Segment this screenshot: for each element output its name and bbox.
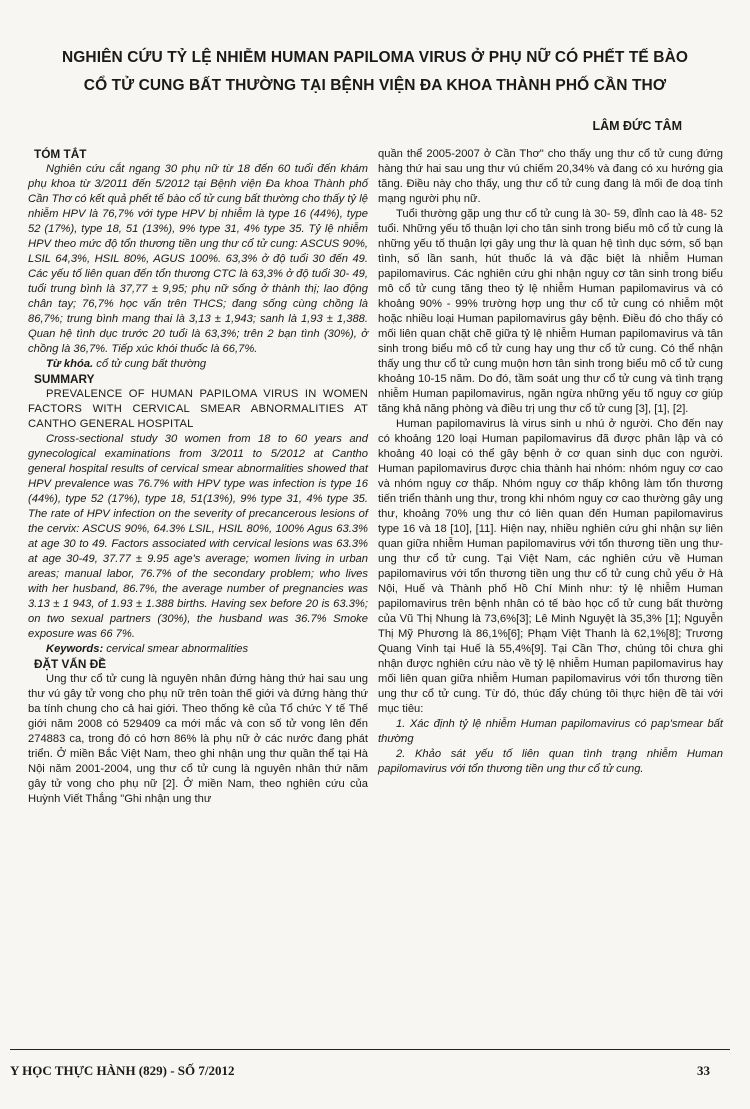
- tomtat-body: Nghiên cứu cắt ngang 30 phụ nữ từ 18 đến 60 tuổi đến khám phụ khoa từ 3/2011 đến 5/2012 tại Bệnh viện Đa khoa Thành phố Cần Thơ có kết quả phết tế bào cổ tử cung bất thường cho thấy tỷ lệ nhiễm HPV là 76,7% với type HPV bị nhiễm là type 16 (44%), type 52 (17%), type 18, 51 (13%), 9% type 31, 4% type 35. Tỷ lệ nhiễm HPV theo mức độ tổn thương tiền ung thư cổ tử cung: ASCUS 90%, LSIL 64,3%, HSIL 80%, AGUS 100%. 63,3% ở độ tuổi 30 đến 49. Các yếu tố liên quan đến tổn thương CTC là 63,3% ở độ tuổi 30- 49, tuổi trung bình là 37,77 ± 9,95; phụ nữ sống ở thành thị; lao động chân tay; 76,7% học vấn trên THCS; đang sống cùng chồng là 86,7%; trung bình mang thai là 3,13 ± 1,943; sanh là 1,93 ± 1,388. Quan hệ tình dục trước 20 tuổi là 63,3%; trên 2 bạn tình (30%), ở chồng là 36,7%. Tiếp xúc khói thuốc là 66,7%.: [28, 163, 368, 355]
- title-line-1: NGHIÊN CỨU TỶ LỆ NHIỄM HUMAN PAPILOMA VIRUS Ở PHỤ NỮ CÓ PHẾT TẾ BÀO: [61, 49, 689, 66]
- intro-paragraph-3: Human papilomavirus là virus sinh u nhú ở người. Cho đến nay có khoảng 120 loại Human papilomavirus đã được phân lập và có khoảng 40 loại có thể gây bệnh ở cơ quan sinh dục con người. Human papilomavirus được chia thành hai nhóm: nhóm nguy cơ cao và nhóm nguy cơ thấp. Nhóm nguy cơ thấp không làm tổn thương tiến triển thành ung thư, trong khi nhóm nguy cơ cao thường gây ung thư, khoảng 70% ung thư có liên quan đến Human papilomavirus type 16 và 18 [10], [11]. Hiện nay, nhiều nghiên cứu ghi nhận sự liên quan giữa nhiễm Human papilomavirus với tổn thương tiền ung thư- ung thư cổ tử cung. Tại Việt Nam, các nghiên cứu về Human papilomavirus với tổn thương tiền ung thư cổ tử cung chủ yếu ở Hà Nội, Huế và Thành phố Hồ Chí Minh như: tỷ lệ nhiễm Human papilomavirus trên bệnh nhân có tế bào học cổ tử cung bất thường của Vũ Thị Nhung là 73,6%[3]; Lê Minh Nguyệt là 35,3% [1]; Nguyễn Thị Mỹ Phương là 86,1%[6]; Phạm Việt Thanh là 62,1%[8]; Trương Quang Vinh tại Huế là 55,4%[9]. Tại Cần Thơ, chúng tôi chưa ghi nhận được nghiên cứu nào về tỷ lệ nhiễm Human papilomavirus hay mối liên quan giữa nhiễm Human papilomavirus với tổn thương tiền ung thư cổ tử cung. Từ đó, thúc đẩy chúng tôi thực hiện đề tài với mục tiêu:: [378, 418, 723, 715]
- objective-1: 1. Xác định tỷ lệ nhiễm Human papilomavirus có pap'smear bất thường: [378, 718, 723, 745]
- footer-rule: [10, 1049, 730, 1050]
- datvande-body: Ung thư cổ tử cung là nguyên nhân đứng hàng thứ hai sau ung thư vú gây tử vong cho phụ nữ trên toàn thế giới và đứng hàng thứ ba tính chung cho cả hai giới. Theo thống kê của Tổ chức Y tế Thế giới năm 2008 có 529409 ca mới mắc và con số tử vong lên đến 274883 ca, trong đó có hơn 86% là phụ nữ ở các nước đang phát triển. Ở miền Bắc Việt Nam, theo ghi nhận ung thư quần thể tại Hà Nội năm 2001-2004, ung thư cổ tử cung là nguyên nhân thứ năm gây tử vong cho phụ nữ [2]. Ở miền Nam, theo nghiên cứu của Huỳnh Viết Thắng "Ghi nhận ung thư: [28, 673, 368, 805]
- tukhoa-line: [28, 357, 368, 372]
- intro-paragraph-1: quần thể 2005-2007 ở Cần Thơ" cho thấy ung thư cổ tử cung đứng hàng thứ hai sau ung thư vú chiếm 20,34% và đang có xu hướng gia tăng. Điều này cho thấy, ung thư cổ tử cung đang là mối đe doạ tính mạng người phụ nữ.: [378, 148, 723, 205]
- intro-paragraph-2: Tuổi thường gặp ung thư cổ tử cung là 30- 59, đỉnh cao là 48- 52 tuổi. Những yếu tố thuận lợi cho tân sinh trong biểu mô cổ tử cung là những yếu tố thuận lợi gây ung thư là quan hệ tình dục sớm, số bạn tình, số lần sanh, hút thuốc lá và đặc biệt là nhiễm Human papilomavirus. Các nghiên cứu ghi nhận nguy cơ tân sinh trong biểu mô cổ tử cung tăng theo tỷ lệ nhiễm Human papilomavirus và có khoảng 90% - 99% trường hợp ung thư cổ tử cung có nhiễm một hoặc nhiều loại Human papilomavirus gây bệnh. Điều đó cho thấy có mối liên quan chặt chẽ giữa tỷ lệ nhiễm Human papilomavirus và tân sinh trong biểu mô cổ tử cung hay ung thư cổ tử cung. Có thể nhận thấy ung thư cổ tử cung muộn hơn tân sinh trong biểu mô cổ tử cung khoảng 10-15 năm. Do đó, tầm soát ung thư cổ tử cung và tình trạng nhiễm Human papilomavirus, ngăn ngừa những yếu tố nguy cơ giúp tăng khả năng phòng và điều trị ung thư cổ tử cung [3], [1], [2].: [378, 208, 723, 415]
- summary-title: PREVALENCE OF HUMAN PAPILOMA VIRUS IN WOMEN FACTORS WITH CERVICAL SMEAR ABNORMALITIES AT CANTHO GENERAL HOSPITAL: [28, 388, 368, 430]
- article-title: [40, 44, 710, 100]
- keywords-text: cervical smear abnormalities: [103, 643, 249, 655]
- keywords-label: Keywords:: [46, 643, 104, 655]
- title-line-2: CỔ TỬ CUNG BẤT THƯỜNG TẠI BỆNH VIỆN ĐA KHOA THÀNH PHỐ CẦN THƠ: [83, 77, 667, 94]
- objective-2: 2. Khảo sát yếu tố liên quan tình trạng nhiễm Human papilomavirus với tổn thương tiền ung thư cổ tử cung.: [378, 748, 723, 775]
- tukhoa-text: cổ tử cung bất thường: [93, 358, 207, 370]
- summary-heading: SUMMARY: [34, 372, 95, 386]
- right-column: [378, 147, 723, 777]
- summary-body: Cross-sectional study 30 women from 18 to 60 years and gynecological examinations from 3/2011 to 5/2012 at Cantho general hospital results of cervical smear abnormalities showed that HPV prevalence was 76.7% with HPV type was infection is type 16 (44%), type 52 (17%), type 18, 51(13%), 9% type 31, 4% type 35. The rate of HPV infection on the severity of precancerous lesions of the cervix: ASCUS 90%, 64.3% LSIL, HSIL 80%, 100% Agus 63.3% at age 30 to 49. Factors associated with cervical lesions was 63.3% at age 30-49, 37.77 ± 9.95 age's average; women living in urban areas; manual labor, 76.7% of the secondary problem; who lives with her husband, 86.7%, the average number of pregnancies was 3.13 ± 1 943, of 1.93 ± 1.388 births. Having sex before 20 is 63.3%; on two sexual partners (30%), the husband was 36.7% Smoke exposure was 66 7%.: [28, 433, 368, 640]
- author-name: LÂM ĐỨC TÂM: [592, 119, 682, 133]
- keywords-line: [28, 642, 368, 657]
- datvande-heading: ĐẶT VẤN ĐỀ: [34, 657, 107, 671]
- tomtat-heading: TÓM TẮT: [34, 147, 87, 161]
- tukhoa-label: Từ khóa.: [46, 358, 94, 370]
- left-column: [28, 147, 368, 807]
- page-number: 33: [697, 1063, 710, 1078]
- journal-name: Y HỌC THỰC HÀNH (829) - SỐ 7/2012: [10, 1063, 235, 1078]
